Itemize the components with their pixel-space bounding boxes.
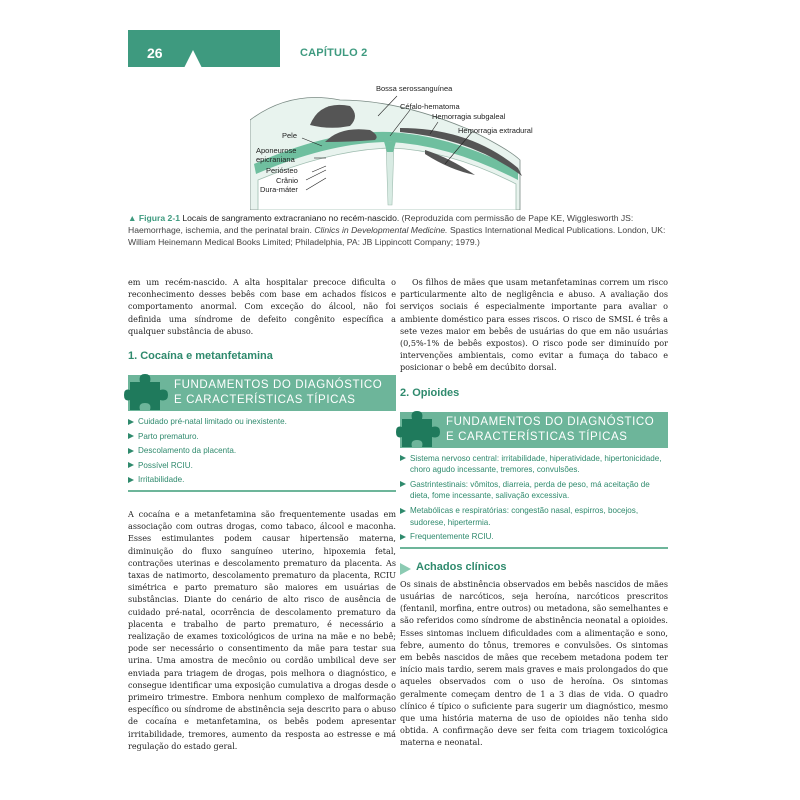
box-title-line1: FUNDAMENTOS DO DIAGNÓSTICO — [446, 415, 655, 428]
list-item: Irritabilidade. — [128, 474, 396, 486]
bullet-triangle-icon — [400, 481, 406, 487]
bullet-triangle-icon — [128, 419, 134, 425]
diagnosis-list — [400, 453, 668, 543]
label-subgaleal: Hemorragia subgaleal — [432, 112, 506, 121]
subsection-heading-achados: Achados clínicos — [400, 561, 668, 573]
right-intro-paragraph: Os filhos de mães que usam metanfetaminas correm um risco particularmente alto de negligência e abuso. A avaliação dos serviços sociais é especialmente importante para avaliar o ambiente doméstico para esses riscos. O risco de SMSL é três a sete vezes maior em bebês de usuárias do que em não usuárias (0,5%-1% de bebês expostos). O risco pode ser diminuído por intervenções ambientais, como evitar a fumaça do tabaco e posicionar o bebê em decúbito dorsal. — [400, 277, 668, 373]
caption-citation-italic: Clinics in Developmental Medicine. — [314, 225, 448, 236]
chapter-label: CAPÍTULO 2 — [300, 47, 368, 59]
diagnosis-box-header — [400, 412, 668, 448]
section-heading-opioides: 2. Opioides — [400, 386, 460, 399]
diagnosis-box-title — [174, 378, 382, 408]
list-item: Sistema nervoso central: irritabilidade, hiperatividade, hipertonicidade, choro agudo incessante, tremores, convulsões. — [400, 453, 668, 476]
bullet-triangle-icon — [128, 477, 134, 483]
left-intro-paragraph: em um recém-nascido. A alta hospitalar precoce dificulta o reconhecimento desses bebês com base em achados físicos e comportamento anormal. Com exceção do álcool, não foi definida uma síndrome de defeito congênito específica a qualquer substância de abuso. — [128, 277, 396, 336]
list-item: Metabólicas e respiratórias: congestão nasal, espirros, bocejos, sudorese, hipertermia. — [400, 505, 668, 528]
bullet-triangle-icon — [400, 534, 406, 540]
diagnosis-list — [128, 416, 396, 486]
label-cranio: Crânio — [276, 176, 299, 185]
bullet-triangle-icon — [128, 462, 134, 468]
box-divider — [400, 547, 668, 549]
box-title-line1: FUNDAMENTOS DO DIAGNÓSTICO — [174, 379, 383, 392]
bullet-triangle-icon — [128, 433, 134, 439]
label-bossa: Bossa serossanguínea — [376, 84, 453, 93]
box-divider — [128, 490, 396, 492]
label-periosteo: Periósteo — [266, 166, 298, 175]
list-item: Cuidado pré-natal limitado ou inexistente. — [128, 416, 396, 428]
left-body-paragraph: A cocaína e a metanfetamina são frequentemente usadas em associação com outras drogas, como tabaco, álcool e maconha. Esses estimulantes podem causar hipertensão materna, diminuição do fluxo sanguíneo uterino, hipoxemia fetal, contrações uterinas e descolamento prematuro da placenta. As taxas de natimorto, descolamento prematuro da placenta, RCIU simétrica e parto prematuro são maiores em usuárias de substâncias. Diante do cenário de alto risco de ausência de cuidado pré-natal, ocorrência de descolamento prematuro da placenta e trabalho de parto prematuro, é necessário a realização de exames toxicológicos de urina na mãe e no bebê; pode ser necessário o consentimento da mãe para testar sua urina. Uma amostra de mecônio ou cordão umbilical deve ser enviada para triagem de drogas, pois melhora o diagnóstico, e consegue identificar uma exposição cumulativa a drogas desde o primeiro trimestre. Embora nenhum complexo de malformação específico ou síndrome de abstinência seja descrito para o abuso de cocaína e metanfetamina, os bebês podem apresentar irritabilidade, tremores, aumento da resposta ao estresse e má regulação do estado geral. — [128, 508, 396, 751]
bullet-triangle-icon — [400, 508, 406, 514]
list-item: Frequentemente RCIU. — [400, 531, 668, 543]
figure-caption — [128, 212, 673, 249]
label-extradural: Hemorragia extradural — [458, 126, 533, 135]
bullet-triangle-icon — [400, 455, 406, 461]
caption-marker: ▲ — [128, 213, 137, 223]
caption-citation-2: Spastics International Medical Publications. London, UK: William Heinemann Medical Books Limited; Philadelphia, PA: JB Lippincott Company; 1979.) — [128, 225, 666, 248]
figure-2-1-illustration — [250, 80, 550, 210]
box-title-line2: E CARACTERÍSTICAS TÍPICAS — [446, 430, 628, 443]
heading-arrow-icon — [400, 563, 411, 575]
list-item: Descolamento da placenta. — [128, 445, 396, 457]
page-number: 26 — [147, 45, 163, 61]
right-body-paragraph: Os sinais de abstinência observados em bebês nascidos de mães usuárias de narcóticos, seja heroína, narcóticos prescritos (fentanil, morfina, entre outros) ou metadona, são semelhantes e são referidos como síndrome de abstinência neonatal a opioides. Esses sintomas incluem dificuldades com a alimentação e sono, febre, aumento do tônus, tremores e convulsões. Os sintomas em bebês nascidos de mães que recebem metadona podem ter início mais tardio, serem mais graves e mais prolongados do que aqueles observados com o uso de heroína. Os sintomas geralmente começam dentro de 1 a 3 dias de vida. O quadro clínico é típico o suficiente para sugerir um diagnóstico, mesmo que uma história materna de uso de opioides não tenha sido obtida. A confirmação deve ser feita com triagem toxicológica materna e neonatal. — [400, 578, 668, 748]
diagnosis-box-header — [128, 375, 396, 411]
right-column — [400, 276, 668, 749]
label-cefalo-hematoma: Céfalo-hematoma — [400, 102, 460, 111]
header-notch — [184, 50, 202, 68]
label-epicraniana: epicraniana — [256, 155, 295, 164]
caption-figure-number: Figura 2-1 — [138, 213, 180, 223]
caption-citation-1: (Reproduzida com permissão de Pape KE, Wigglesworth JS: Haemorrhage, ischemia, and the perinatal brain. — [128, 213, 634, 236]
box-title-line2: E CARACTERÍSTICAS TÍPICAS — [174, 394, 356, 407]
bullet-triangle-icon — [128, 448, 134, 454]
list-item: Parto prematuro. — [128, 431, 396, 443]
puzzle-piece-icon — [124, 370, 168, 414]
left-column — [128, 276, 396, 752]
label-pele: Pele — [282, 131, 298, 140]
label-dura-mater: Dura-máter — [260, 185, 298, 194]
list-item: Possível RCIU. — [128, 460, 396, 472]
list-item: Gastrintestinais: vômitos, diarreia, perda de peso, má aceitação de dieta, fome incessante, salivação excessiva. — [400, 479, 668, 502]
label-aponeurose: Aponeurose — [256, 146, 297, 155]
puzzle-piece-icon — [396, 407, 440, 451]
caption-title: Locais de sangramento extracraniano no recém-nascido. — [182, 213, 400, 223]
diagnosis-box-title — [446, 415, 654, 445]
section-heading-cocaina: 1. Cocaína e metanfetamina — [128, 350, 273, 363]
